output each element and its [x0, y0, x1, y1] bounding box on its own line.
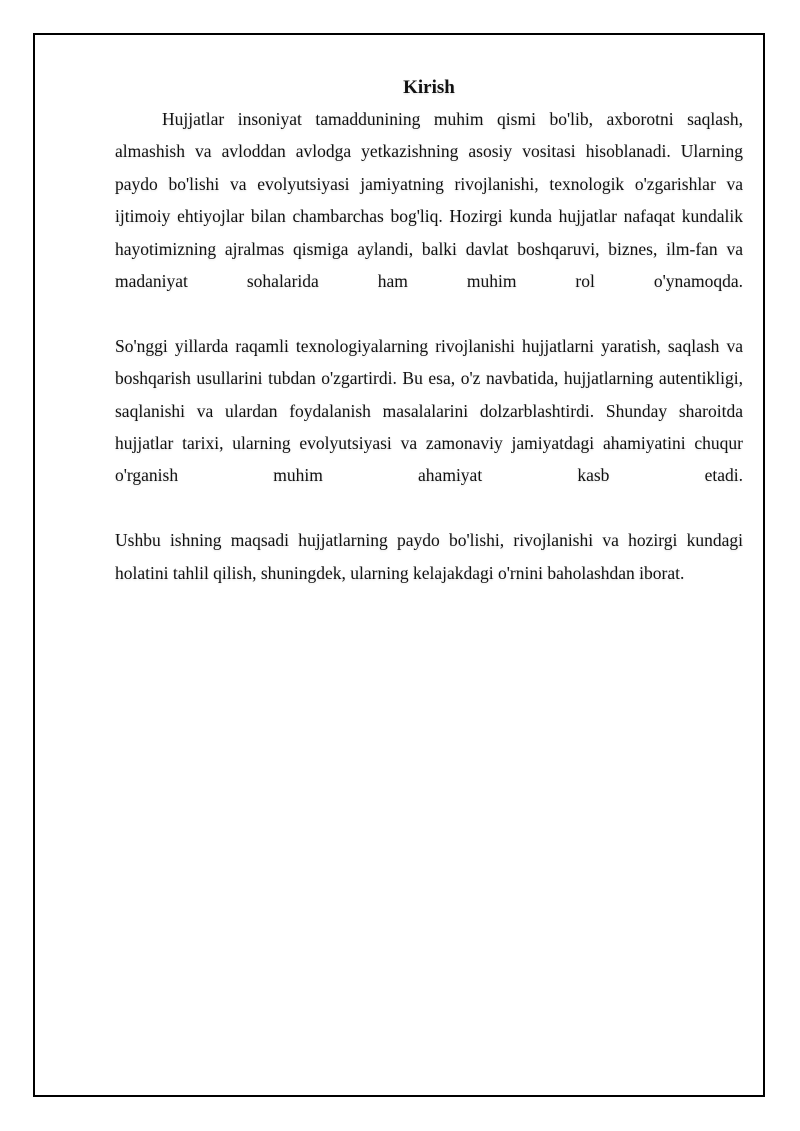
paragraph-intro: Hujjatlar insoniyat tamaddunining muhim qismi bo'lib, axborotni saqlash, almashish va avloddan avlodga yetkazishning asosiy vositasi hisoblanadi. Ularning paydo bo'lishi va evolyutsiyasi jamiyatning rivojlanishi, texnologik o'zgarishlar va ijtimoiy ehtiyojlar bilan chambarchas bog'liq. Hozirgi kunda hujjatlar nafaqat kundalik hayotimizning ajralmas qismiga aylandi, balki davlat boshqaruvi, biznes, ilm-fan va madaniyat sohalarida ham muhim rol o'ynamoqda.: [115, 109, 743, 292]
document-body: [115, 75, 743, 589]
paragraph-digital: So'nggi yillarda raqamli texnologiyalarning rivojlanishi hujjatlarni yaratish, saqlash va boshqarish usullarini tubdan o'zgartirdi. Bu esa, o'z navbatida, hujjatlarning autentikligi, saqlanishi va ulardan foydalanish masalalarini dolzarblashtirdi. Shunday sharoitda hujjatlar tarixi, ularning evolyutsiyasi va zamonaviy jamiyatdagi ahamiyatini chuqur o'rganish muhim ahamiyat kasb etadi.: [115, 335, 743, 486]
paragraph-gap: [115, 492, 743, 524]
paragraph-gap: [115, 297, 743, 329]
paragraph-goal: Ushbu ishning maqsadi hujjatlarning paydo bo'lishi, rivojlanishi va hozirgi kundagi holatini tahlil qilish, shuningdek, ularning kelajakdagi o'rnini baholashdan iborat.: [115, 530, 743, 583]
section-title: Kirish: [403, 77, 455, 98]
